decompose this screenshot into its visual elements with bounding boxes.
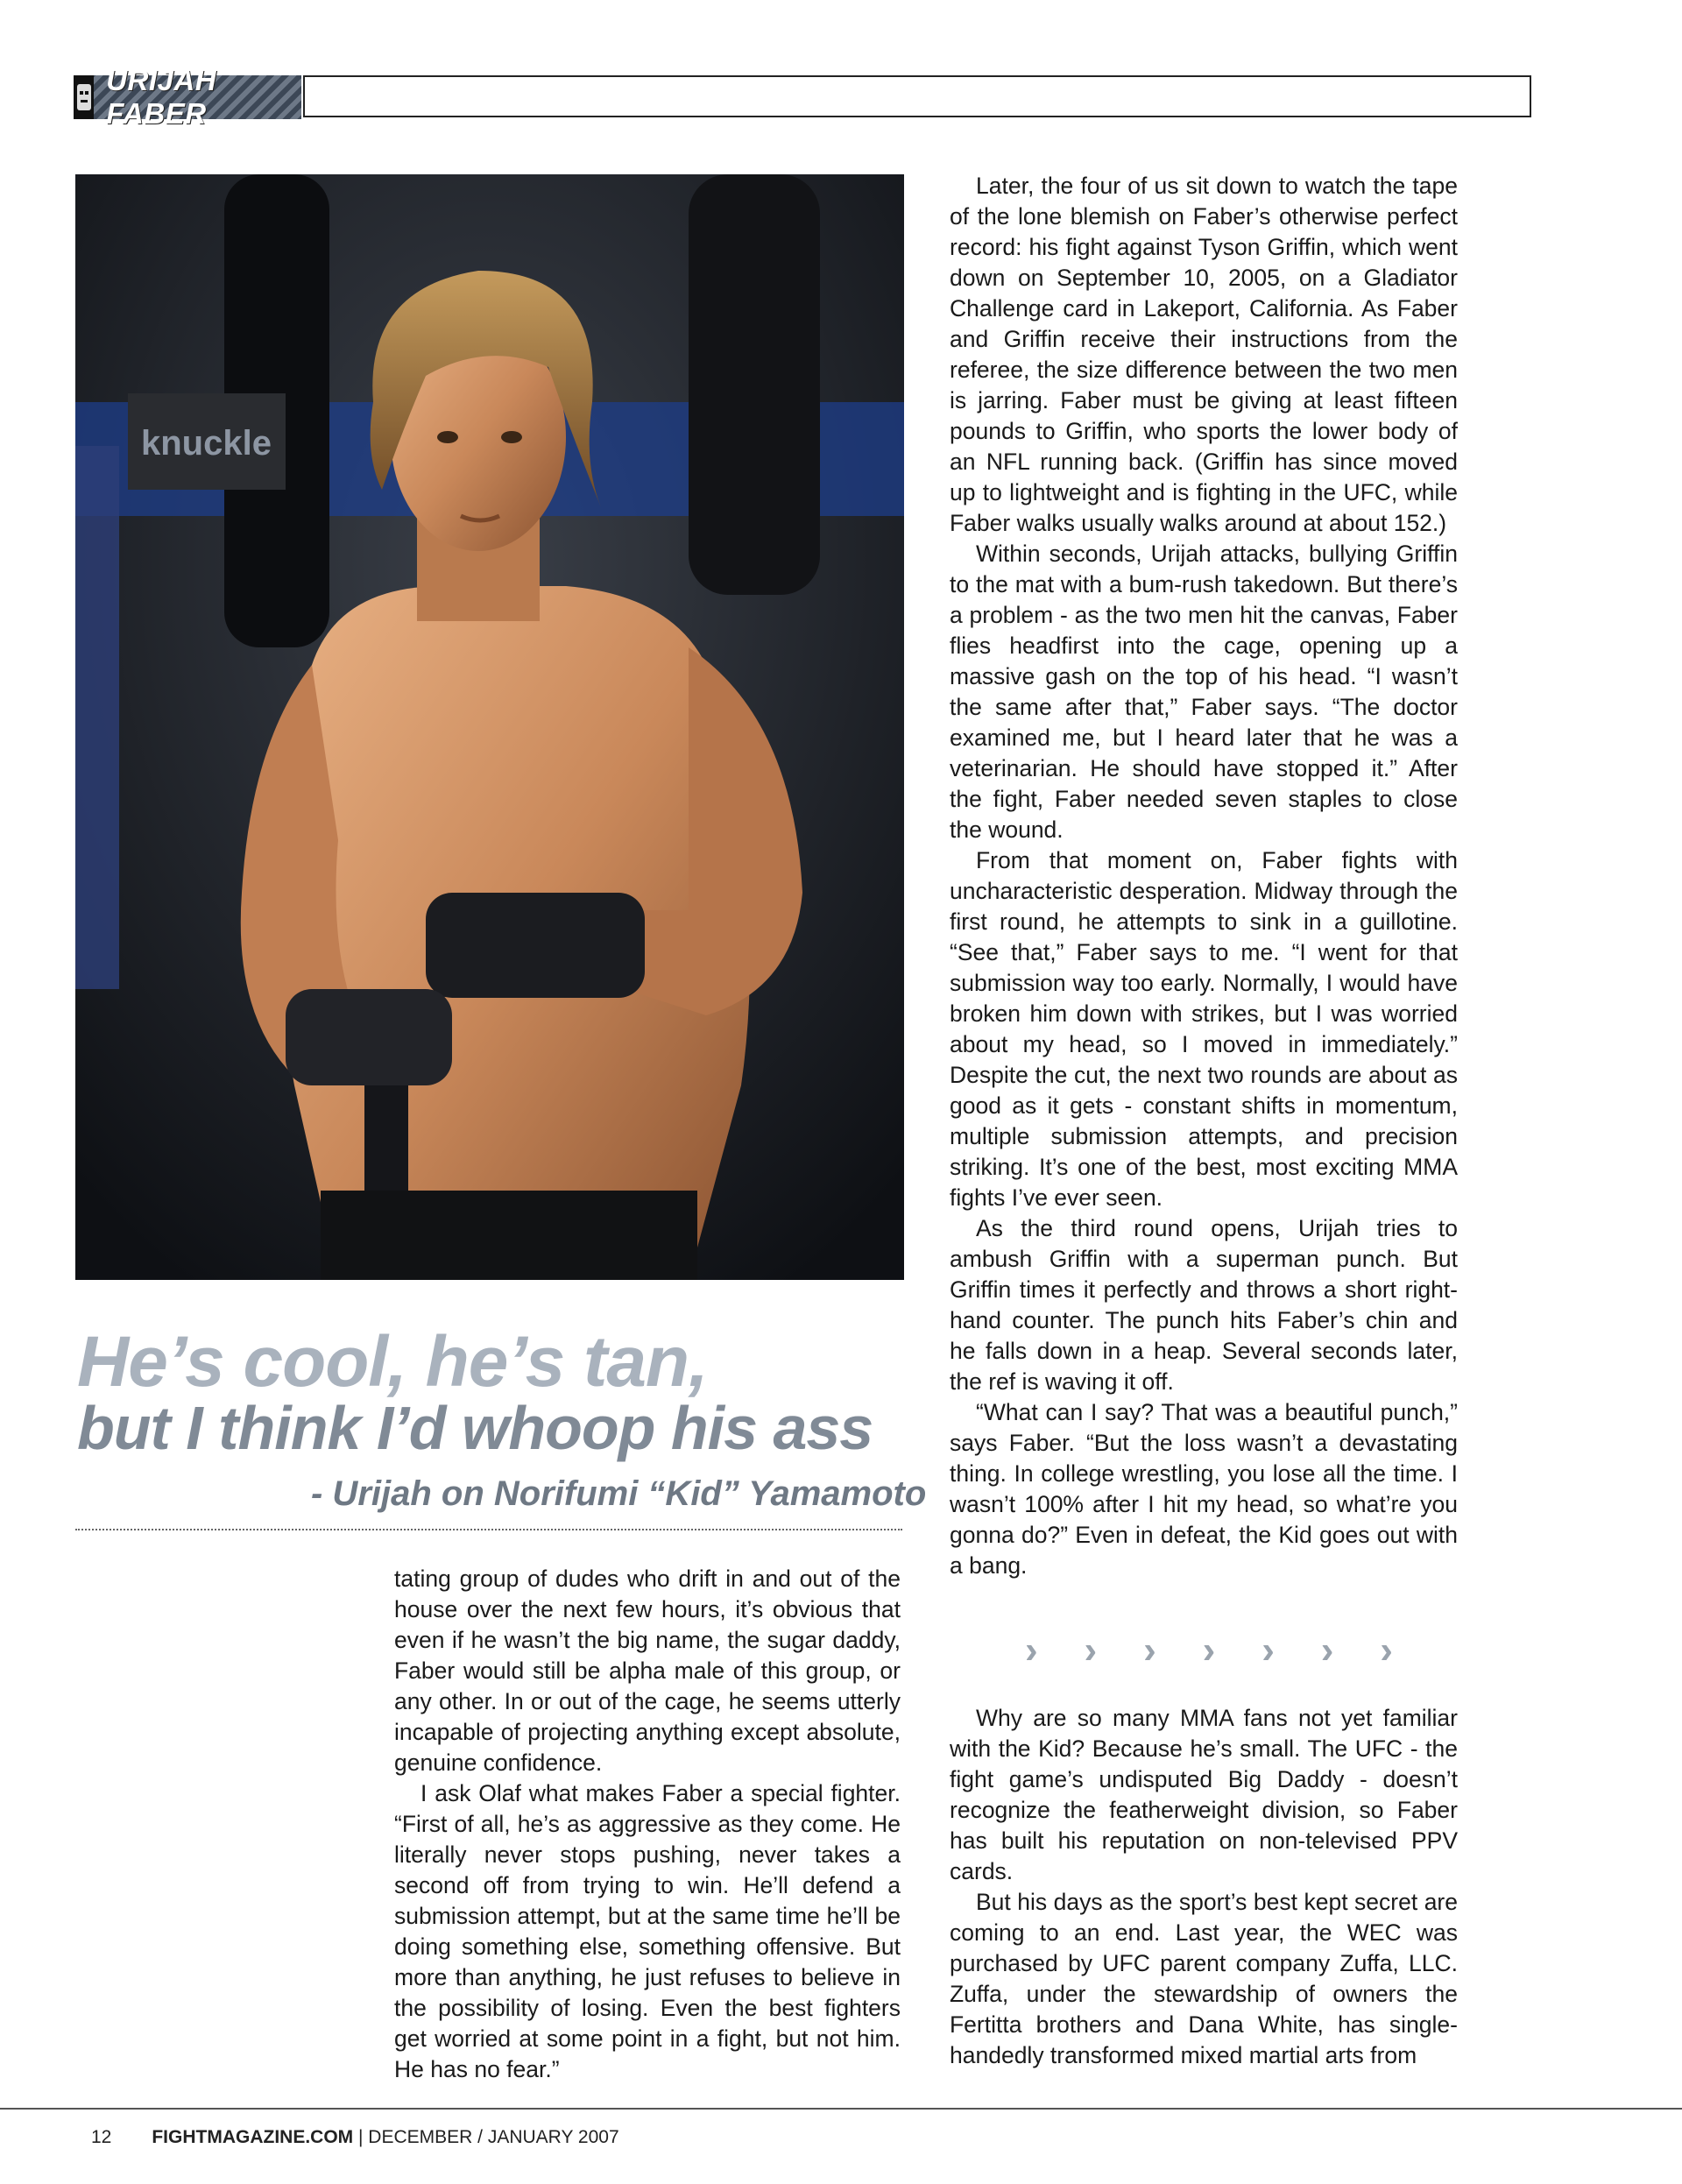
paragraph: I ask Olaf what makes Faber a special fighter. “First of all, he’s as aggressive as they come. He literally never stops pushing, never takes a second off from trying to win. He’ll defend a submission attempt, but at the same time he’ll be doing something else, something offensive. But more than anything, he just refuses to believe in the possibility of losing. Even the best fighters get worried at some point in a fight, but not him. He has no fear.”: [394, 1780, 901, 2082]
pull-quote-attribution: - Urijah on Norifumi “Kid” Yamamoto: [311, 1474, 927, 1513]
paragraph: Within seconds, Urijah attacks, bullying Griffin to the mat with a bum-rush takedown. But there’s a problem - as the two men hit the canvas, Faber flies headfirst into the cage, opening up a massive gash on the top of his head. “I wasn’t the same after that,” Faber says. “The doctor examined me, but I heard later that he was a veterinarian. He should have stopped it.” After the fight, Faber needed seven staples to close the wound.: [950, 541, 1458, 843]
section-tag: [74, 64, 301, 130]
header-rule: [303, 75, 1531, 117]
chevron-right-icon: ›: [1320, 1629, 1334, 1672]
chevron-right-icon: ›: [1202, 1629, 1216, 1672]
mask-logo-icon: [74, 75, 94, 119]
section-title: URIJAH FABER: [106, 64, 217, 130]
chevron-right-icon: ›: [1143, 1629, 1156, 1672]
footer-issue: | DECEMBER / JANUARY 2007: [353, 2127, 619, 2147]
page-footer: [91, 2127, 619, 2148]
chevron-right-icon: ›: [1262, 1629, 1275, 1672]
dotted-divider: [75, 1529, 902, 1530]
chevron-right-icon: ›: [1380, 1629, 1393, 1672]
fighter-photo: [75, 174, 904, 1280]
chevron-right-icon: ›: [1084, 1629, 1098, 1672]
article-column-right: [950, 171, 1458, 1581]
paragraph: As the third round opens, Urijah tries to ambush Griffin with a superman punch. But Griffin times it perfectly and throws a short right-hand counter. The punch hits Faber’s chin and he falls down in a heap. Several seconds later, the ref is waving it off.: [950, 1215, 1458, 1395]
pull-quote-line-1: He’s cool, he’s tan,: [77, 1322, 708, 1402]
pull-quote-line-2: but I think I’d whoop his ass: [77, 1394, 873, 1462]
chevron-right-icon: ›: [1025, 1629, 1038, 1672]
svg-text:knuckle: knuckle: [141, 424, 272, 463]
paragraph: tating group of dudes who drift in and out of the house over the next few hours, it’s obvious that even if he wasn’t the big name, the sugar daddy, Faber would still be alpha male of this group, or any other. In or out of the cage, he seems utterly incapable of projecting anything except absolute, genuine confidence.: [394, 1566, 901, 1776]
paragraph: From that moment on, Faber fights with uncharacteristic desperation. Midway through the first round, he attempts to sink in a guillotine. “See that,” Faber says to me. “I went for that submission way too early. Normally, I would have broken him down with strikes, but I was worried about my head, so I moved in immediately.” Despite the cut, the next two rounds are about as good as it gets - constant shifts in momentum, multiple submission attempts, and precision striking. It’s one of the best, most exciting MMA fights I’ve ever seen.: [950, 847, 1458, 1211]
paragraph: But his days as the sport’s best kept secret are coming to an end. Last year, the WEC was purchased by UFC parent company Zuffa, LLC. Zuffa, under the stewardship of owners the Fertitta brothers and Dana White, has single-handedly transformed mixed martial arts from: [950, 1889, 1458, 2068]
page-number: 12: [91, 2127, 112, 2147]
footer-site: FIGHTMAGAZINE.COM: [152, 2127, 354, 2147]
paragraph: Why are so many MMA fans not yet familiar with the Kid? Because he’s small. The UFC - the fight game’s undisputed Big Daddy - doesn’t recognize the featherweight division, so Faber has built his reputation on non-televised PPV cards.: [950, 1705, 1458, 1884]
footer-rule: [0, 2108, 1682, 2110]
paragraph: Later, the four of us sit down to watch the tape of the lone blemish on Faber’s otherwise perfect record: his fight against Tyson Griffin, which went down on September 10, 2005, on a Gladiator Challenge card in Lakeport, California. As Faber and Griffin receive their instructions from the referee, the size difference between the two men is jarring. Faber must be giving at least fifteen pounds to Griffin, who sports the lower body of an NFL running back. (Griffin has since moved up to lightweight and is fighting in the UFC, while Faber walks usually walks around at about 152.): [950, 173, 1458, 536]
paragraph: “What can I say? That was a beautiful punch,” says Faber. “But the loss wasn’t a devastating thing. In college wrestling, you lose all the time. I wasn’t 100% after I hit my head, so what’re you gonna do?” Even in defeat, the Kid goes out with a bang.: [950, 1399, 1458, 1579]
article-column-right-continued: [950, 1703, 1458, 2071]
section-divider: [1025, 1631, 1393, 1670]
article-column-left: [394, 1564, 901, 2085]
